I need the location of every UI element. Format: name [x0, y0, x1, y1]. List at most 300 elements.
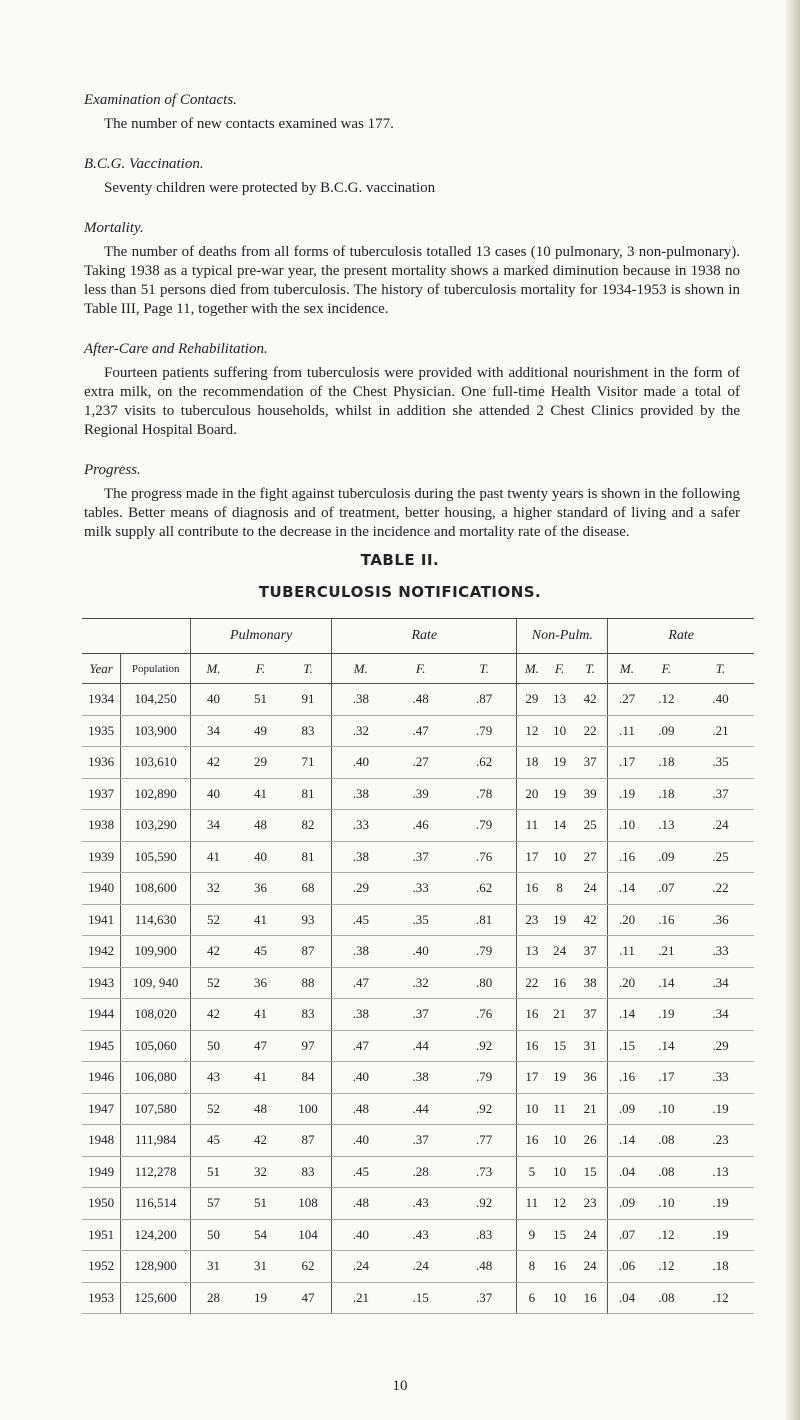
column-header: T. — [285, 654, 332, 684]
table-cell: .79 — [452, 936, 517, 968]
table-cell: 25 — [573, 810, 608, 842]
table-cell: .38 — [332, 936, 390, 968]
table-cell: .40 — [687, 684, 754, 716]
table-cell: 1950 — [82, 1188, 121, 1220]
table-cell: .10 — [646, 1093, 687, 1125]
table-cell: .37 — [452, 1282, 517, 1314]
table-cell: .33 — [332, 810, 390, 842]
table-cell: .40 — [389, 936, 451, 968]
table-cell: 1945 — [82, 1030, 121, 1062]
table-cell: .15 — [608, 1030, 646, 1062]
section-after-care — [84, 341, 740, 440]
table-cell: .14 — [646, 967, 687, 999]
column-header: M. — [608, 654, 646, 684]
table-cell: 97 — [285, 1030, 332, 1062]
table-cell: 1941 — [82, 904, 121, 936]
notifications-table — [82, 618, 754, 1314]
table-cell: .47 — [332, 1030, 390, 1062]
table-cell: 43 — [191, 1062, 236, 1094]
table-cell: 52 — [191, 1093, 236, 1125]
table-cell: 12 — [546, 1188, 573, 1220]
table-cell: 8 — [546, 873, 573, 905]
table-cell: 104 — [285, 1219, 332, 1251]
table-cell: .09 — [646, 841, 687, 873]
table-cell: .40 — [332, 747, 390, 779]
page-edge-shadow — [786, 0, 800, 1420]
table-cell: .23 — [687, 1125, 754, 1157]
table-cell: .79 — [452, 1062, 517, 1094]
section-text: The number of deaths from all forms of tuberculosis totalled 13 cases (10 pulmonary, 3 non-pulmonary). Taking 1938 as a typical pre-war year, the present mortality shows a marked diminution because in 1938 no less than 51 persons died from tuberculosis. The history of tuberculosis mortality for 1934-1953 is shown in Table III, Page 11, together with the sex incidence. — [84, 244, 740, 317]
table-cell: .40 — [332, 1125, 390, 1157]
table-cell: .92 — [452, 1188, 517, 1220]
table-cell: 41 — [236, 1062, 285, 1094]
table-cell: 17 — [517, 1062, 546, 1094]
table-cell: .33 — [687, 936, 754, 968]
section-heading: Mortality. — [84, 220, 144, 236]
table-cell: .13 — [646, 810, 687, 842]
table-cell: .62 — [452, 873, 517, 905]
table-cell: 51 — [236, 684, 285, 716]
table-cell: 42 — [573, 684, 608, 716]
table-cell: .79 — [452, 810, 517, 842]
table-row — [82, 904, 754, 936]
table-cell: 41 — [191, 841, 236, 873]
table-cell: .12 — [646, 1251, 687, 1283]
table-cell: .47 — [332, 967, 390, 999]
table-cell: 6 — [517, 1282, 546, 1314]
table-cell: 83 — [285, 1156, 332, 1188]
table-cell: .20 — [608, 904, 646, 936]
table-cell: 11 — [517, 810, 546, 842]
table-cell: 19 — [546, 904, 573, 936]
table-cell: 1943 — [82, 967, 121, 999]
table-row — [82, 810, 754, 842]
table-cell: 103,610 — [121, 747, 191, 779]
table-cell: 11 — [517, 1188, 546, 1220]
section-heading: Examination of Contacts. — [84, 92, 237, 108]
table-cell: .11 — [608, 936, 646, 968]
table-cell: 91 — [285, 684, 332, 716]
group-header-rate: Rate — [608, 619, 754, 654]
table-cell: 100 — [285, 1093, 332, 1125]
table-cell: .12 — [687, 1282, 754, 1314]
table-cell: 1934 — [82, 684, 121, 716]
table-cell: .25 — [687, 841, 754, 873]
table-cell: 10 — [546, 1282, 573, 1314]
column-header: M. — [517, 654, 546, 684]
table-cell: 103,290 — [121, 810, 191, 842]
table-cell: 57 — [191, 1188, 236, 1220]
table-cell: .73 — [452, 1156, 517, 1188]
table-cell: 125,600 — [121, 1282, 191, 1314]
table-row — [82, 778, 754, 810]
table-cell: .77 — [452, 1125, 517, 1157]
table-cell: 84 — [285, 1062, 332, 1094]
table-cell: 102,890 — [121, 778, 191, 810]
table-cell: 38 — [573, 967, 608, 999]
table-cell: .34 — [687, 967, 754, 999]
table-row — [82, 873, 754, 905]
table-row — [82, 1251, 754, 1283]
table-cell: .19 — [687, 1093, 754, 1125]
table-cell: 1942 — [82, 936, 121, 968]
table-cell: 11 — [546, 1093, 573, 1125]
table-cell: 42 — [191, 747, 236, 779]
table-cell: .21 — [687, 715, 754, 747]
table-cell: 68 — [285, 873, 332, 905]
section-text: The progress made in the fight against tuberculosis during the past twenty years is shown in the following tables. Better means of diagnosis and of treatment, better housing, a higher standard of living and a safer milk supply all contribute to the decrease in the incidence and mortality rate of the disease. — [84, 486, 740, 540]
table-cell: .18 — [646, 778, 687, 810]
table-cell: 1944 — [82, 999, 121, 1031]
table-cell: 16 — [546, 1251, 573, 1283]
table-cell: 27 — [573, 841, 608, 873]
table-cell: 16 — [546, 967, 573, 999]
table-row — [82, 1062, 754, 1094]
table-cell: 37 — [573, 936, 608, 968]
group-header-non-pulmonary: Non-Pulm. — [517, 619, 608, 654]
table-cell: .29 — [687, 1030, 754, 1062]
header-spacer — [82, 619, 191, 654]
table-row — [82, 999, 754, 1031]
table-cell: 1949 — [82, 1156, 121, 1188]
table-cell: .19 — [687, 1188, 754, 1220]
table-cell: 31 — [573, 1030, 608, 1062]
table-cell: 1953 — [82, 1282, 121, 1314]
table-cell: .39 — [389, 778, 451, 810]
table-cell: .06 — [608, 1251, 646, 1283]
table-cell: 1946 — [82, 1062, 121, 1094]
table-cell: 124,200 — [121, 1219, 191, 1251]
table-cell: 108,020 — [121, 999, 191, 1031]
table-cell: 39 — [573, 778, 608, 810]
table-row — [82, 1219, 754, 1251]
table-cell: 114,630 — [121, 904, 191, 936]
table-cell: .13 — [687, 1156, 754, 1188]
table-cell: 83 — [285, 715, 332, 747]
table-cell: .32 — [389, 967, 451, 999]
table-cell: .17 — [608, 747, 646, 779]
table-cell: .92 — [452, 1093, 517, 1125]
column-header: Population — [121, 654, 191, 684]
table-cell: 1937 — [82, 778, 121, 810]
table-cell: 42 — [573, 904, 608, 936]
column-header: F. — [546, 654, 573, 684]
table-cell: 105,060 — [121, 1030, 191, 1062]
table-cell: 10 — [517, 1093, 546, 1125]
table-cell: .78 — [452, 778, 517, 810]
table-cell: .37 — [389, 1125, 451, 1157]
table-cell: .29 — [332, 873, 390, 905]
table-cell: 20 — [517, 778, 546, 810]
table-title: TUBERCULOSIS NOTIFICATIONS. — [258, 583, 542, 601]
table-cell: .43 — [389, 1219, 451, 1251]
table-cell: 10 — [546, 1156, 573, 1188]
table-cell: .45 — [332, 1156, 390, 1188]
table-cell: .07 — [608, 1219, 646, 1251]
table-row — [82, 1188, 754, 1220]
table-cell: 15 — [546, 1030, 573, 1062]
table-cell: 108 — [285, 1188, 332, 1220]
table-cell: .12 — [646, 1219, 687, 1251]
table-row — [82, 715, 754, 747]
table-cell: .40 — [332, 1219, 390, 1251]
table-cell: 106,080 — [121, 1062, 191, 1094]
table-number: TABLE II. — [360, 551, 440, 569]
table-cell: 37 — [573, 747, 608, 779]
table-cell: 41 — [236, 904, 285, 936]
table-cell: 104,250 — [121, 684, 191, 716]
column-header: T. — [452, 654, 517, 684]
table-cell: .38 — [332, 778, 390, 810]
section-contacts — [84, 92, 740, 134]
table-cell: .48 — [332, 1093, 390, 1125]
column-header: F. — [646, 654, 687, 684]
table-cell: 16 — [517, 1125, 546, 1157]
table-cell: .80 — [452, 967, 517, 999]
table-cell: .43 — [389, 1188, 451, 1220]
table-cell: .19 — [646, 999, 687, 1031]
table-cell: 22 — [517, 967, 546, 999]
table-cell: 50 — [191, 1219, 236, 1251]
table-cell: .46 — [389, 810, 451, 842]
table-cell: 19 — [236, 1282, 285, 1314]
table-cell: 40 — [191, 778, 236, 810]
table-cell: 87 — [285, 1125, 332, 1157]
table-cell: .35 — [687, 747, 754, 779]
table-cell: 29 — [236, 747, 285, 779]
table-cell: .83 — [452, 1219, 517, 1251]
table-cell: .81 — [452, 904, 517, 936]
table-row — [82, 1125, 754, 1157]
table-cell: 82 — [285, 810, 332, 842]
column-header: F. — [389, 654, 451, 684]
table-cell: 108,600 — [121, 873, 191, 905]
table-cell: 5 — [517, 1156, 546, 1188]
table-cell: .37 — [389, 841, 451, 873]
table-cell: 24 — [573, 1219, 608, 1251]
table-cell: 19 — [546, 1062, 573, 1094]
table-cell: 13 — [517, 936, 546, 968]
table-cell: 41 — [236, 778, 285, 810]
table-row — [82, 1282, 754, 1314]
table-cell: .34 — [687, 999, 754, 1031]
table-cell: 49 — [236, 715, 285, 747]
table-cell: .76 — [452, 841, 517, 873]
table-cell: .18 — [687, 1251, 754, 1283]
table-cell: 1940 — [82, 873, 121, 905]
table-cell: 111,984 — [121, 1125, 191, 1157]
table-cell: .18 — [646, 747, 687, 779]
table-cell: 32 — [191, 873, 236, 905]
table-cell: 21 — [573, 1093, 608, 1125]
table-cell: 32 — [236, 1156, 285, 1188]
table-cell: 109, 940 — [121, 967, 191, 999]
table-cell: 47 — [236, 1030, 285, 1062]
table-cell: 48 — [236, 1093, 285, 1125]
group-header-rate: Rate — [332, 619, 517, 654]
table-cell: 50 — [191, 1030, 236, 1062]
table-cell: 81 — [285, 778, 332, 810]
table-cell: .79 — [452, 715, 517, 747]
table-cell: .04 — [608, 1282, 646, 1314]
table-cell: .19 — [687, 1219, 754, 1251]
table-cell: 16 — [573, 1282, 608, 1314]
table-cell: .22 — [687, 873, 754, 905]
table-cell: 26 — [573, 1125, 608, 1157]
table-cell: .04 — [608, 1156, 646, 1188]
table-cell: 34 — [191, 810, 236, 842]
table-cell: 54 — [236, 1219, 285, 1251]
table-cell: 8 — [517, 1251, 546, 1283]
table-cell: 128,900 — [121, 1251, 191, 1283]
table-cell: .33 — [687, 1062, 754, 1094]
table-cell: 18 — [517, 747, 546, 779]
table-cell: .10 — [646, 1188, 687, 1220]
table-cell: .38 — [332, 841, 390, 873]
table-cell: .16 — [608, 1062, 646, 1094]
table-cell: .16 — [646, 904, 687, 936]
table-cell: .37 — [687, 778, 754, 810]
table-cell: 16 — [517, 999, 546, 1031]
table-cell: .38 — [332, 999, 390, 1031]
table-cell: 28 — [191, 1282, 236, 1314]
table-cell: 24 — [546, 936, 573, 968]
section-bcg — [84, 156, 740, 198]
table-cell: .40 — [332, 1062, 390, 1094]
section-heading: After-Care and Rehabilitation. — [84, 341, 268, 357]
table-cell: .44 — [389, 1093, 451, 1125]
section-text: The number of new contacts examined was 177. — [104, 116, 394, 132]
table-cell: .32 — [332, 715, 390, 747]
table-cell: 13 — [546, 684, 573, 716]
table-cell: 16 — [517, 873, 546, 905]
table-cell: 36 — [573, 1062, 608, 1094]
table-cell: .38 — [332, 684, 390, 716]
table-row — [82, 967, 754, 999]
table-cell: 47 — [285, 1282, 332, 1314]
table-cell: .27 — [389, 747, 451, 779]
table-cell: 62 — [285, 1251, 332, 1283]
table-row — [82, 936, 754, 968]
table-cell: .11 — [608, 715, 646, 747]
table-cell: .28 — [389, 1156, 451, 1188]
table-cell: 17 — [517, 841, 546, 873]
table-cell: .38 — [389, 1062, 451, 1094]
table-cell: .10 — [608, 810, 646, 842]
table-cell: 93 — [285, 904, 332, 936]
table-cell: 51 — [191, 1156, 236, 1188]
table-cell: 36 — [236, 873, 285, 905]
column-headers — [82, 654, 754, 684]
table-cell: 24 — [573, 1251, 608, 1283]
column-header: M. — [332, 654, 390, 684]
table-cell: 81 — [285, 841, 332, 873]
table-cell: .14 — [608, 1125, 646, 1157]
table-cell: .45 — [332, 904, 390, 936]
table-cell: 1947 — [82, 1093, 121, 1125]
column-header: M. — [191, 654, 236, 684]
table-cell: 36 — [236, 967, 285, 999]
table-cell: .09 — [608, 1093, 646, 1125]
table-cell: .14 — [646, 1030, 687, 1062]
section-progress — [84, 462, 740, 542]
report-text — [84, 92, 740, 564]
page-number: 10 — [392, 1378, 408, 1394]
table-cell: 15 — [546, 1219, 573, 1251]
table-cell: 10 — [546, 1125, 573, 1157]
table-cell: 1951 — [82, 1219, 121, 1251]
table-cell: 29 — [517, 684, 546, 716]
table-cell: 42 — [236, 1125, 285, 1157]
table-cell: 10 — [546, 715, 573, 747]
table-cell: .08 — [646, 1282, 687, 1314]
table-cell: .24 — [389, 1251, 451, 1283]
table-row — [82, 1156, 754, 1188]
section-text: Fourteen patients suffering from tuberculosis were provided with additional nourishment in the form of extra milk, on the recommendation of the Chest Physician. One full-time Health Visitor made a total of 1,237 visits to tuberculous households, whilst in addition she attended 2 Chest Clinics provided by the Regional Hospital Board. — [84, 365, 740, 438]
table-cell: .15 — [389, 1282, 451, 1314]
table-cell: .21 — [332, 1282, 390, 1314]
table-cell: 15 — [573, 1156, 608, 1188]
table-cell: 31 — [191, 1251, 236, 1283]
table-cell: 109,900 — [121, 936, 191, 968]
table-cell: 23 — [573, 1188, 608, 1220]
table-cell: .07 — [646, 873, 687, 905]
table-cell: 21 — [546, 999, 573, 1031]
table-cell: 52 — [191, 967, 236, 999]
table-cell: .24 — [687, 810, 754, 842]
table-cell: 23 — [517, 904, 546, 936]
table-cell: .62 — [452, 747, 517, 779]
table-cell: .35 — [389, 904, 451, 936]
table-cell: 9 — [517, 1219, 546, 1251]
table-row — [82, 1030, 754, 1062]
section-text: Seventy children were protected by B.C.G. vaccination — [104, 180, 436, 196]
table-cell: 103,900 — [121, 715, 191, 747]
table-cell: 1936 — [82, 747, 121, 779]
table-cell: 83 — [285, 999, 332, 1031]
table-cell: 22 — [573, 715, 608, 747]
table-cell: 16 — [517, 1030, 546, 1062]
table-cell: 40 — [236, 841, 285, 873]
table-cell: .21 — [646, 936, 687, 968]
table-cell: 41 — [236, 999, 285, 1031]
table-cell: 45 — [236, 936, 285, 968]
table-cell: 19 — [546, 747, 573, 779]
table-cell: 116,514 — [121, 1188, 191, 1220]
table-cell: .48 — [332, 1188, 390, 1220]
table-cell: 40 — [191, 684, 236, 716]
table-cell: 34 — [191, 715, 236, 747]
table-cell: .20 — [608, 967, 646, 999]
table-cell: 51 — [236, 1188, 285, 1220]
table-row — [82, 841, 754, 873]
table-row — [82, 684, 754, 716]
table-cell: 31 — [236, 1251, 285, 1283]
table-cell: .48 — [452, 1251, 517, 1283]
table-cell: 1935 — [82, 715, 121, 747]
table-cell: 105,590 — [121, 841, 191, 873]
table-cell: .27 — [608, 684, 646, 716]
section-mortality — [84, 220, 740, 319]
column-header: Year — [82, 654, 121, 684]
table-cell: .08 — [646, 1125, 687, 1157]
table-cell: .36 — [687, 904, 754, 936]
table-cell: .09 — [608, 1188, 646, 1220]
section-heading: Progress. — [84, 462, 141, 478]
table-body — [82, 684, 754, 1314]
table-cell: 1938 — [82, 810, 121, 842]
column-header: F. — [236, 654, 285, 684]
